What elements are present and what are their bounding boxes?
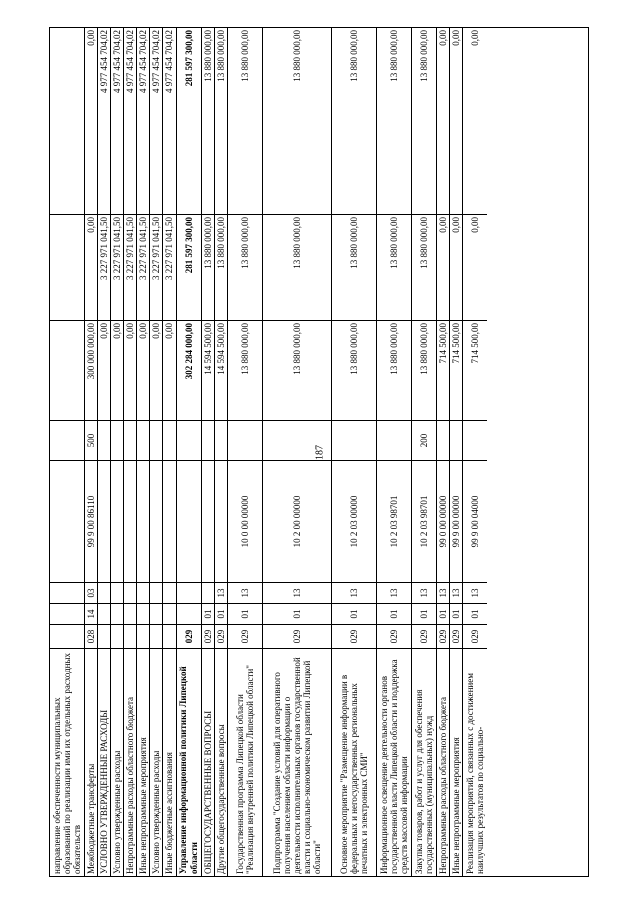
expense-type <box>177 420 201 460</box>
row-name: Другие общегосударственные вопросы <box>215 648 227 876</box>
section-code <box>124 603 136 624</box>
subsection-code <box>163 582 175 603</box>
target-article: 10 2 03 98701 <box>377 460 411 582</box>
row-name: Условно утвержденные расходы <box>150 648 162 876</box>
expense-type <box>202 420 214 460</box>
amount-year-2: 13 880 000,00 <box>412 214 436 320</box>
amount-year-2: 0,00 <box>450 214 462 320</box>
target-article <box>163 460 175 582</box>
row-name: Иные непрограммные мероприятия <box>137 648 149 876</box>
amount-year-3: 13 880 000,00 <box>348 30 359 82</box>
table-row <box>98 28 111 876</box>
ministry-code: 029 <box>263 624 331 648</box>
ministry-code <box>150 624 162 648</box>
amount-year-3: 13 880 000,00 <box>418 30 429 82</box>
amount-year-1: 0,00 <box>124 320 136 420</box>
subsection-code <box>137 582 149 603</box>
amount-year-1: 13 880 000,00 <box>412 320 436 420</box>
expense-type <box>263 420 331 460</box>
section-code <box>163 603 175 624</box>
table-row <box>215 28 228 876</box>
target-article <box>202 460 214 582</box>
amount-year-1: 13 880 000,00 <box>263 320 331 420</box>
amount-year-3: 4 977 454 704,02 <box>164 30 175 93</box>
expense-type <box>450 420 462 460</box>
row-name: Иные бюджетные ассигнования <box>163 648 175 876</box>
ministry-code: 029 <box>463 624 487 648</box>
amount-year-3 <box>50 28 84 214</box>
row-name: Иные непрограммные мероприятия <box>450 648 462 876</box>
table-row <box>124 28 137 876</box>
ministry-code: 029 <box>215 624 227 648</box>
table-row <box>177 28 202 876</box>
expense-type <box>124 420 136 460</box>
amount-year-2: 13 880 000,00 <box>202 214 214 320</box>
row-name: Закупка товаров, работ и услуг для обеспечения государственных (муниципальных) нужд <box>412 648 436 876</box>
section-code: 01 <box>412 603 436 624</box>
amount-year-2: 3 227 971 041,50 <box>124 214 136 320</box>
amount-year-3: 4 977 454 704,02 <box>125 30 136 93</box>
subsection-code: 13 <box>332 582 376 603</box>
amount-year-1: 0,00 <box>163 320 175 420</box>
table-row <box>437 28 450 876</box>
ministry-code: 028 <box>85 624 97 648</box>
amount-year-2: 3 227 971 041,50 <box>98 214 110 320</box>
amount-year-3: 13 880 000,00 <box>202 30 213 82</box>
amount-year-2: 3 227 971 041,50 <box>150 214 162 320</box>
row-name: направление обеспеченности муниципальных образований по реализации ими их отдельных расходных обязательств <box>50 648 84 876</box>
section-code <box>111 603 123 624</box>
subsection-code: 03 <box>85 582 97 603</box>
amount-year-1: 13 880 000,00 <box>228 320 262 420</box>
row-name: Информационное освещение деятельности органов государственной власти Липецкой области и поддержка средств массовой информации <box>377 648 411 876</box>
section-code <box>50 603 84 624</box>
table-row <box>50 28 85 876</box>
amount-year-2: 3 227 971 041,50 <box>163 214 175 320</box>
amount-year-1: 14 594 500,00 <box>202 320 214 420</box>
table-row <box>377 28 412 876</box>
ministry-code: 029 <box>412 624 436 648</box>
ministry-code <box>163 624 175 648</box>
row-name: Непрограммные расходы областного бюджета <box>437 648 449 876</box>
section-code: 01 <box>202 603 214 624</box>
table-row <box>137 28 150 876</box>
ministry-code: 029 <box>332 624 376 648</box>
subsection-code: 13 <box>263 582 331 603</box>
amount-year-3: 13 880 000,00 <box>291 30 302 82</box>
amount-year-3: 4 977 454 704,02 <box>138 30 149 93</box>
amount-year-3: 13 880 000,00 <box>388 30 399 82</box>
amount-year-1: 302 284 000,00 <box>177 320 201 420</box>
row-name: Управление информационной политики Липецкой области <box>177 648 201 876</box>
target-article: 99 9 00 00000 <box>450 460 462 582</box>
amount-year-2: 13 880 000,00 <box>263 214 331 320</box>
target-article <box>111 460 123 582</box>
budget-table <box>49 27 589 877</box>
expense-type <box>111 420 123 460</box>
expense-type <box>215 420 227 460</box>
ministry-code: 029 <box>228 624 262 648</box>
section-code: 01 <box>437 603 449 624</box>
amount-year-2: 13 880 000,00 <box>332 214 376 320</box>
amount-year-1 <box>50 320 84 420</box>
target-article: 99 9 00 86110 <box>85 460 97 582</box>
row-name: Межбюджетные трансферты <box>85 648 97 876</box>
subsection-code <box>124 582 136 603</box>
expense-type: 200 <box>412 420 436 460</box>
amount-year-3: 13 880 000,00 <box>215 30 226 82</box>
section-code: 01 <box>377 603 411 624</box>
table-row <box>228 28 263 876</box>
amount-year-3: 281 597 300,00 <box>183 30 194 87</box>
amount-year-1: 0,00 <box>137 320 149 420</box>
section-code <box>177 603 201 624</box>
subsection-code <box>98 582 110 603</box>
subsection-code <box>50 582 84 603</box>
amount-year-2: 281 597 300,00 <box>177 214 201 320</box>
table-row <box>150 28 163 876</box>
target-article <box>177 460 201 582</box>
amount-year-1: 0,00 <box>98 320 110 420</box>
section-code: 01 <box>215 603 227 624</box>
subsection-code: 13 <box>377 582 411 603</box>
table-row <box>450 28 463 876</box>
ministry-code: 029 <box>202 624 214 648</box>
subsection-code: 13 <box>228 582 262 603</box>
target-article <box>137 460 149 582</box>
amount-year-2: 3 227 971 041,50 <box>111 214 123 320</box>
amount-year-2: 13 880 000,00 <box>377 214 411 320</box>
table-row <box>412 28 437 876</box>
ministry-code <box>50 624 84 648</box>
table-row <box>111 28 124 876</box>
target-article: 99 0 00 00000 <box>437 460 449 582</box>
ministry-code <box>137 624 149 648</box>
section-code: 01 <box>263 603 331 624</box>
amount-year-3: 0,00 <box>437 30 448 46</box>
row-name: Непрограммные расходы областного бюджета <box>124 648 136 876</box>
expense-type <box>437 420 449 460</box>
row-name: Условно утвержденные расходы <box>111 648 123 876</box>
target-article: 99 9 00 04000 <box>463 460 487 582</box>
section-code: 01 <box>228 603 262 624</box>
target-article: 10 2 03 98701 <box>412 460 436 582</box>
target-article: 10 2 03 00000 <box>332 460 376 582</box>
subsection-code <box>111 582 123 603</box>
row-name: Государственная программа Липецкой области "Реализация внутренней политики Липецкой области" <box>228 648 262 876</box>
expense-type <box>463 420 487 460</box>
section-code <box>150 603 162 624</box>
ministry-code <box>98 624 110 648</box>
table-row <box>263 28 332 876</box>
expense-type <box>332 420 376 460</box>
target-article: 10 2 00 00000 <box>263 460 331 582</box>
amount-year-3: 4 977 454 704,02 <box>112 30 123 93</box>
subsection-code <box>177 582 201 603</box>
section-code: 01 <box>463 603 487 624</box>
target-article: 10 0 00 00000 <box>228 460 262 582</box>
row-name: ОБЩЕГОСУДАРСТВЕННЫЕ ВОПРОСЫ <box>202 648 214 876</box>
ministry-code: 029 <box>377 624 411 648</box>
ministry-code: 029 <box>437 624 449 648</box>
ministry-code <box>124 624 136 648</box>
table-row <box>163 28 176 876</box>
amount-year-1: 714 500,00 <box>450 320 462 420</box>
expense-type <box>98 420 110 460</box>
expense-type <box>137 420 149 460</box>
expense-type <box>50 420 84 460</box>
expense-type <box>163 420 175 460</box>
amount-year-2: 0,00 <box>437 214 449 320</box>
section-code <box>137 603 149 624</box>
subsection-code: 13 <box>437 582 449 603</box>
amount-year-1: 300 000 000,00 <box>85 320 97 420</box>
page-number: 187 <box>314 445 326 460</box>
amount-year-2 <box>50 214 84 320</box>
ministry-code: 029 <box>177 624 201 648</box>
target-article <box>124 460 136 582</box>
amount-year-3: 0,00 <box>86 30 96 46</box>
subsection-code: 13 <box>412 582 436 603</box>
subsection-code: 13 <box>215 582 227 603</box>
ministry-code <box>111 624 123 648</box>
section-code: 14 <box>85 603 97 624</box>
table-row <box>85 28 98 876</box>
table-row <box>202 28 215 876</box>
amount-year-1: 0,00 <box>150 320 162 420</box>
row-name: Основное мероприятие "Размещение информации в федеральных и негосударственных региональных печатных и электронных СМИ" <box>332 648 376 876</box>
amount-year-1: 13 880 000,00 <box>332 320 376 420</box>
amount-year-1: 14 594 500,00 <box>215 320 227 420</box>
amount-year-3: 13 880 000,00 <box>239 30 250 82</box>
amount-year-3: 0,00 <box>469 30 480 46</box>
amount-year-2: 13 880 000,00 <box>228 214 262 320</box>
amount-year-1: 714 500,00 <box>463 320 487 420</box>
target-article <box>98 460 110 582</box>
amount-year-1: 0,00 <box>111 320 123 420</box>
expense-type <box>377 420 411 460</box>
ministry-code: 029 <box>450 624 462 648</box>
section-code: 01 <box>332 603 376 624</box>
amount-year-2: 13 880 000,00 <box>215 214 227 320</box>
section-code <box>98 603 110 624</box>
amount-year-2: 0,00 <box>85 214 97 320</box>
table-row <box>332 28 377 876</box>
amount-year-1: 13 880 000,00 <box>377 320 411 420</box>
amount-year-3: 4 977 454 704,02 <box>99 30 110 93</box>
row-name: Реализация мероприятий, связанных с достижением наилучших результатов по социально- <box>463 648 487 876</box>
target-article <box>50 460 84 582</box>
expense-type <box>150 420 162 460</box>
section-code: 01 <box>450 603 462 624</box>
row-name: Подпрограмма "Создание условий для оперативного получения населением области информации о деятельности исполнительных органов государственной власти и социально-экономическом развитии Липецкой области" <box>263 648 331 876</box>
expense-type <box>228 420 262 460</box>
subsection-code <box>150 582 162 603</box>
amount-year-1: 714 500,00 <box>437 320 449 420</box>
subsection-code <box>202 582 214 603</box>
expense-type: 500 <box>85 420 97 460</box>
subsection-code: 13 <box>450 582 462 603</box>
row-name: УСЛОВНО УТВЕРЖДЕННЫЕ РАСХОДЫ <box>98 648 110 876</box>
subsection-code: 13 <box>463 582 487 603</box>
target-article <box>150 460 162 582</box>
amount-year-2: 3 227 971 041,50 <box>137 214 149 320</box>
amount-year-3: 0,00 <box>450 30 461 46</box>
target-article <box>215 460 227 582</box>
table-row <box>463 28 487 876</box>
amount-year-2: 0,00 <box>463 214 487 320</box>
amount-year-3: 4 977 454 704,02 <box>151 30 162 93</box>
